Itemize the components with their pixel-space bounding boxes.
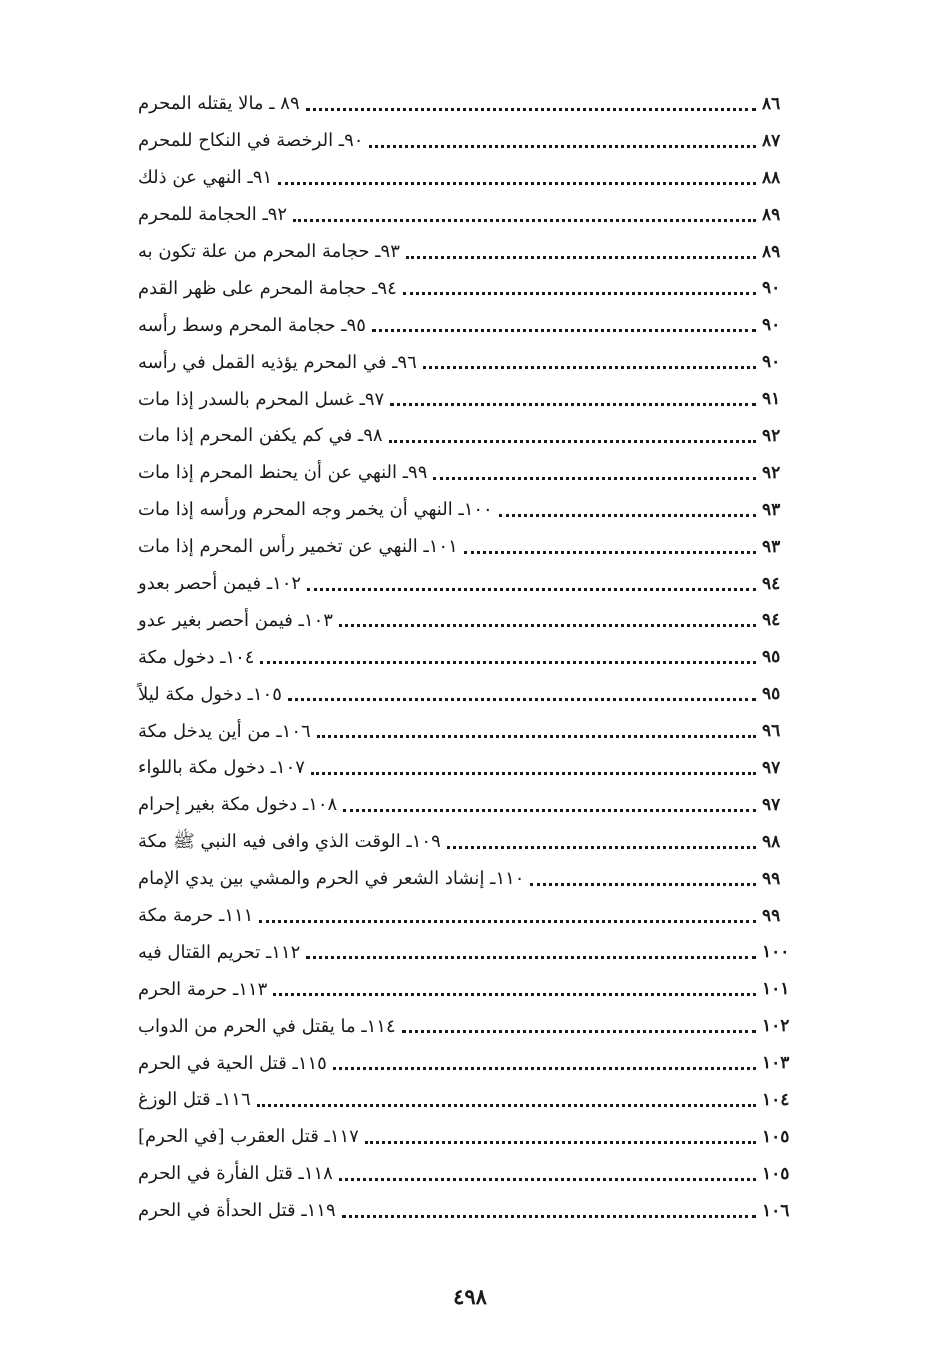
- entry-title: ١١٦ـ قتل الوزغ: [138, 1089, 251, 1111]
- toc-entry: [134, 566, 796, 603]
- dot-leader: [342, 1215, 756, 1218]
- entry-page-number: ٩٧: [762, 794, 781, 815]
- dot-leader: [365, 1141, 756, 1144]
- dot-leader: [293, 219, 756, 222]
- entry-page-number: ٩٠: [762, 352, 781, 373]
- toc-entry: [134, 344, 796, 381]
- entry-title: ١١٥ـ قتل الحية في الحرم: [138, 1052, 327, 1074]
- dot-leader: [273, 993, 756, 996]
- entry-title: ١٠٠ـ النهي أن يخمر وجه المحرم ورأسه إذا مات: [138, 499, 493, 521]
- entry-page-number: ١٠٥: [762, 1126, 790, 1147]
- entry-title: ١١٧ـ قتل العقرب [في الحرم]: [138, 1126, 359, 1148]
- entry-title: ٩٧ـ غسل المحرم بالسدر إذا مات: [138, 388, 385, 410]
- toc-entry: [134, 676, 796, 713]
- entry-title: ١١٠ـ إنشاد الشعر في الحرم والمشي بين يدي الإمام: [138, 868, 525, 890]
- dot-leader: [403, 292, 756, 295]
- dot-leader: [306, 956, 756, 959]
- entry-title: ١٠٤ـ دخول مكة: [138, 646, 255, 668]
- entry-page-number: ١٠٦: [762, 1200, 790, 1221]
- entry-page-number: ٩٤: [762, 573, 781, 594]
- entry-page-number: ٩٣: [762, 536, 781, 557]
- dot-leader: [406, 256, 756, 259]
- entry-page-number: ٨٩: [762, 241, 781, 262]
- dot-leader: [464, 551, 756, 554]
- entry-title: ٩١ـ النهي عن ذلك: [138, 167, 273, 189]
- entry-title: ١١٣ـ حرمة الحرم: [138, 978, 268, 1000]
- entry-page-number: ٩٨: [762, 831, 781, 852]
- entry-title: ١٠٦ـ من أين يدخل مكة: [138, 720, 311, 742]
- dot-leader: [333, 1067, 756, 1070]
- dot-leader: [260, 661, 756, 664]
- toc-entry: [134, 861, 796, 898]
- entry-title: ٨٩ ـ مالا يقتله المحرم: [138, 93, 300, 115]
- entry-page-number: ٨٧: [762, 130, 781, 151]
- entry-page-number: ٩٠: [762, 278, 781, 299]
- toc-entry: [134, 971, 796, 1008]
- dot-leader: [311, 772, 756, 775]
- entry-page-number: ٨٦: [762, 93, 781, 114]
- toc-entry: [134, 381, 796, 418]
- dot-leader: [530, 883, 756, 886]
- toc-entry: [134, 123, 796, 160]
- table-of-contents: [134, 86, 796, 1230]
- entry-page-number: ٩٧: [762, 757, 781, 778]
- entry-title: ١١١ـ حرمة مكة: [138, 905, 254, 927]
- toc-entry: [134, 492, 796, 529]
- entry-page-number: ٩٢: [762, 462, 781, 483]
- entry-page-number: ١٠٢: [762, 1016, 790, 1037]
- dot-leader: [343, 809, 756, 812]
- toc-entry: [134, 160, 796, 197]
- entry-page-number: ٩٠: [762, 315, 781, 336]
- entry-title: ١٠٧ـ دخول مكة باللواء: [138, 757, 305, 779]
- entry-title: ٩٤ـ حجامة المحرم على ظهر القدم: [138, 277, 397, 299]
- entry-page-number: ١٠٥: [762, 1163, 790, 1184]
- dot-leader: [259, 920, 756, 923]
- toc-entry: [134, 1008, 796, 1045]
- dot-leader: [317, 735, 756, 738]
- entry-title: ٩٩ـ النهي عن أن يحنط المحرم إذا مات: [138, 462, 428, 484]
- entry-title: ١١٨ـ قتل الفأرة في الحرم: [138, 1163, 333, 1185]
- entry-page-number: ٩٩: [762, 868, 781, 889]
- dot-leader: [306, 108, 756, 111]
- toc-entry: [134, 602, 796, 639]
- toc-entry: [134, 307, 796, 344]
- entry-page-number: ١٠١: [762, 979, 790, 1000]
- toc-entry: [134, 787, 796, 824]
- dot-leader: [278, 182, 756, 185]
- entry-page-number: ٩٥: [762, 684, 781, 705]
- entry-title: ٩٦ـ في المحرم يؤذيه القمل في رأسه: [138, 351, 417, 373]
- toc-entry: [134, 418, 796, 455]
- entry-title: ١٠٨ـ دخول مكة بغير إحرام: [138, 794, 338, 816]
- dot-leader: [423, 366, 756, 369]
- dot-leader: [257, 1104, 756, 1107]
- entry-page-number: ١٠٠: [762, 942, 790, 963]
- toc-entry: [134, 898, 796, 935]
- dot-leader: [288, 698, 756, 701]
- toc-entry: [134, 1045, 796, 1082]
- dot-leader: [307, 588, 756, 591]
- dot-leader: [447, 846, 756, 849]
- toc-entry: [134, 713, 796, 750]
- dot-leader: [402, 1030, 756, 1033]
- dot-leader: [499, 514, 756, 517]
- entry-title: ٩٥ـ حجامة المحرم وسط رأسه: [138, 314, 366, 336]
- entry-page-number: ١٠٣: [762, 1053, 790, 1074]
- toc-entry: [134, 234, 796, 271]
- dot-leader: [390, 403, 756, 406]
- entry-title: ١٠٢ـ فيمن أحصر بعدو: [138, 573, 302, 595]
- toc-entry: [134, 639, 796, 676]
- entry-page-number: ٩٥: [762, 647, 781, 668]
- entry-page-number: ٩٦: [762, 721, 781, 742]
- entry-title: ١١٢ـ تحريم القتال فيه: [138, 941, 301, 963]
- entry-title: ٩٨ـ في كم يكفن المحرم إذا مات: [138, 425, 383, 447]
- toc-entry: [134, 529, 796, 566]
- entry-page-number: ٩٢: [762, 425, 781, 446]
- entry-page-number: ٨٨: [762, 167, 781, 188]
- entry-title: ٩٣ـ حجامة المحرم من علة تكون به: [138, 241, 400, 262]
- entry-page-number: ٩٣: [762, 499, 781, 520]
- entry-page-number: ٩١: [762, 389, 781, 410]
- dot-leader: [389, 440, 756, 443]
- toc-entry: [134, 1119, 796, 1156]
- dot-leader: [372, 329, 756, 332]
- entry-title: ١٠٩ـ الوقت الذي وافى فيه النبي ﷺ مكة: [138, 831, 441, 853]
- toc-entry: [134, 270, 796, 307]
- entry-page-number: ٩٤: [762, 610, 781, 631]
- toc-entry: [134, 1082, 796, 1119]
- entry-title: ٩٢ـ الحجامة للمحرم: [138, 204, 288, 226]
- entry-page-number: ١٠٤: [762, 1089, 790, 1110]
- entry-title: ١٠٣ـ فيمن أحصر بغير عدو: [138, 609, 333, 631]
- entry-title: ١١٤ـ ما يقتل في الحرم من الدواب: [138, 1015, 396, 1037]
- toc-entry: [134, 934, 796, 971]
- entry-title: ٩٠ـ الرخصة في النكاح للمحرم: [138, 130, 364, 152]
- page-number: ٤٩٨: [453, 1284, 487, 1309]
- toc-entry: [134, 197, 796, 234]
- toc-entry: [134, 750, 796, 787]
- dot-leader: [369, 145, 756, 148]
- entry-title: ١١٩ـ قتل الحدأة في الحرم: [138, 1200, 336, 1222]
- toc-entry: [134, 455, 796, 492]
- toc-entry: [134, 86, 796, 123]
- entry-page-number: ٨٩: [762, 204, 781, 225]
- toc-entry: [134, 1193, 796, 1230]
- entry-title: ١٠٥ـ دخول مكة ليلاً: [138, 683, 282, 705]
- dot-leader: [339, 624, 756, 627]
- dot-leader: [433, 477, 756, 480]
- toc-entry: [134, 1156, 796, 1193]
- dot-leader: [339, 1178, 756, 1181]
- entry-title: ١٠١ـ النهي عن تخمير رأس المحرم إذا مات: [138, 536, 458, 558]
- entry-page-number: ٩٩: [762, 905, 781, 926]
- toc-entry: [134, 824, 796, 861]
